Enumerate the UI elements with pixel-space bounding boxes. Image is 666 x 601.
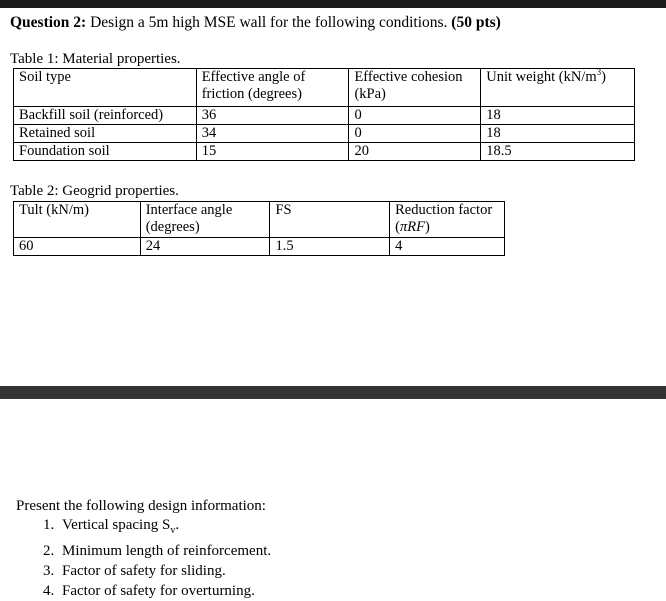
section-divider-bar xyxy=(0,386,666,399)
table-cell: 1.5 xyxy=(270,238,390,256)
table-header-cell xyxy=(481,69,635,107)
unit-superscript: 3 xyxy=(596,67,602,78)
table-cell: 34 xyxy=(196,125,349,143)
table-cell: 15 xyxy=(196,143,349,161)
top-border-bar xyxy=(0,0,666,8)
question-label: Question 2: xyxy=(10,14,87,31)
table-header-cell: Effective cohesion (kPa) xyxy=(349,69,481,107)
table-cell: 18 xyxy=(481,107,635,125)
table-header-cell: FS xyxy=(270,202,390,238)
table-header-cell: Soil type xyxy=(14,69,197,107)
table-header-row xyxy=(14,202,505,238)
table2-caption: Table 2: Geogrid properties. xyxy=(10,183,179,199)
list-item: 2. Minimum length of reinforcement. xyxy=(58,541,271,561)
table-header-cell: Effective angle of friction (degrees) xyxy=(196,69,349,107)
table-cell: 20 xyxy=(349,143,481,161)
rf-symbol: πRF xyxy=(399,219,425,235)
table-cell: 0 xyxy=(349,125,481,143)
table-cell: 36 xyxy=(196,107,349,125)
unit-weight-header-text: Unit weight (kN/m xyxy=(486,69,597,85)
list-item xyxy=(58,515,271,541)
spacing-subscript: v xyxy=(170,525,176,536)
table-cell: Backfill soil (reinforced) xyxy=(14,107,197,125)
table-header-row xyxy=(14,69,635,107)
table-header-cell xyxy=(390,202,505,238)
geogrid-properties-table xyxy=(13,201,505,256)
table-cell: 0 xyxy=(349,107,481,125)
table-cell: 4 xyxy=(390,238,505,256)
table-cell: 60 xyxy=(14,238,141,256)
question-text: Design a 5m high MSE wall for the following conditions. xyxy=(86,14,452,31)
list-item-suffix: . xyxy=(175,517,180,533)
list-item: 4. Factor of safety for overturning. xyxy=(58,581,271,601)
question-points: (50 pts) xyxy=(451,14,501,31)
table-row xyxy=(14,143,635,161)
instructions-intro: Present the following design information: xyxy=(16,498,266,514)
table-cell: 24 xyxy=(140,238,270,256)
rf-close-paren: ) xyxy=(424,219,430,235)
table-cell: 18.5 xyxy=(481,143,635,161)
table-row xyxy=(14,107,635,125)
question-heading xyxy=(10,14,501,32)
table-row xyxy=(14,238,505,256)
table-row xyxy=(14,125,635,143)
table-header-cell: Tult (kN/m) xyxy=(14,202,141,238)
table-header-cell: Interface angle (degrees) xyxy=(140,202,270,238)
table-cell: Foundation soil xyxy=(14,143,197,161)
reduction-factor-header-text: Reduction factor ( xyxy=(395,202,493,235)
list-item: 3. Factor of safety for sliding. xyxy=(58,561,271,581)
design-info-list xyxy=(10,515,271,601)
table-cell: Retained soil xyxy=(14,125,197,143)
table-cell: 18 xyxy=(481,125,635,143)
material-properties-table xyxy=(13,68,635,161)
table1-caption: Table 1: Material properties. xyxy=(10,51,181,67)
list-item-text: Vertical spacing S xyxy=(62,517,171,533)
unit-close-paren: ) xyxy=(601,69,606,85)
